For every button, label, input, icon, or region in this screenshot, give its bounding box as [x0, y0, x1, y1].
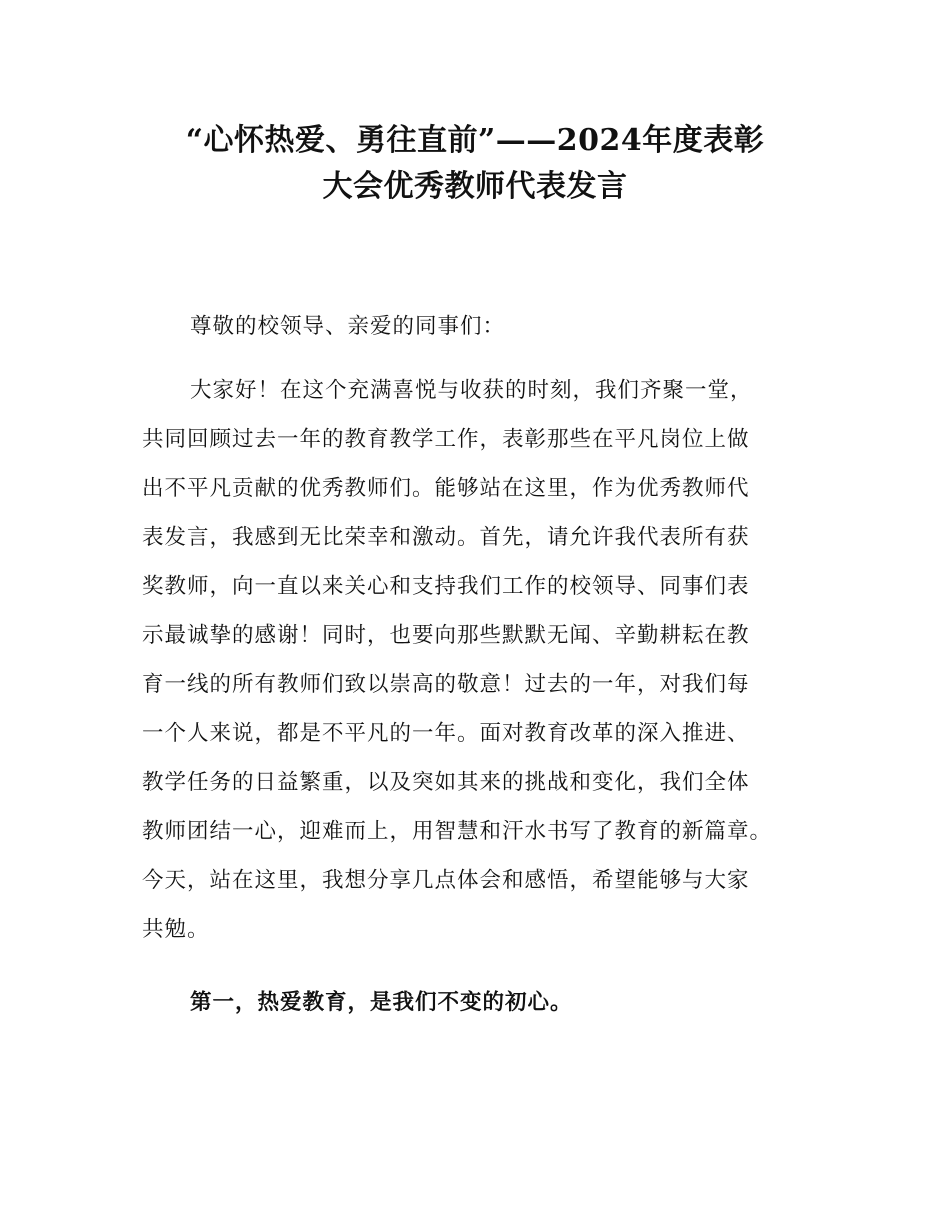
paragraph-line: 共同回顾过去一年的教育教学工作，表彰那些在平凡岗位上做 [142, 427, 750, 452]
title-line-2: 大会优秀教师代表发言 [322, 169, 628, 204]
salutation: 尊敬的校领导、亲爱的同事们： [190, 314, 506, 339]
document-title [0, 118, 950, 210]
section-heading-1: 第一，热爱教育，是我们不变的初心。 [190, 990, 573, 1015]
paragraph-line: 一个人来说，都是不平凡的一年。面对教育改革的深入推进、 [142, 721, 750, 746]
paragraph-line: 大家好！在这个充满喜悦与收获的时刻，我们齐聚一堂， [190, 378, 753, 403]
paragraph-line: 教学任务的日益繁重，以及突如其来的挑战和变化，我们全体 [142, 770, 750, 795]
title-line-1: “心怀热爱、勇往直前”——2024年度表彰 [185, 123, 765, 158]
paragraph-line: 出不平凡贡献的优秀教师们。能够站在这里，作为优秀教师代 [142, 476, 750, 501]
paragraph-line: 今天，站在这里，我想分享几点体会和感悟，希望能够与大家 [142, 868, 750, 893]
paragraph-line: 奖教师，向一直以来关心和支持我们工作的校领导、同事们表 [142, 574, 750, 599]
paragraph-line: 表发言，我感到无比荣幸和激动。首先，请允许我代表所有获 [142, 525, 750, 550]
paragraph-line: 教师团结一心，迎难而上，用智慧和汗水书写了教育的新篇章。 [142, 819, 773, 844]
salutation-block [142, 302, 842, 351]
paragraph-line: 共勉。 [142, 917, 210, 942]
paragraph-line: 示最诚挚的感谢！同时，也要向那些默默无闻、辛勤耕耘在教 [142, 623, 750, 648]
paragraph-line: 育一线的所有教师们致以崇高的敬意！过去的一年，对我们每 [142, 672, 750, 697]
paragraph-1 [142, 366, 842, 954]
